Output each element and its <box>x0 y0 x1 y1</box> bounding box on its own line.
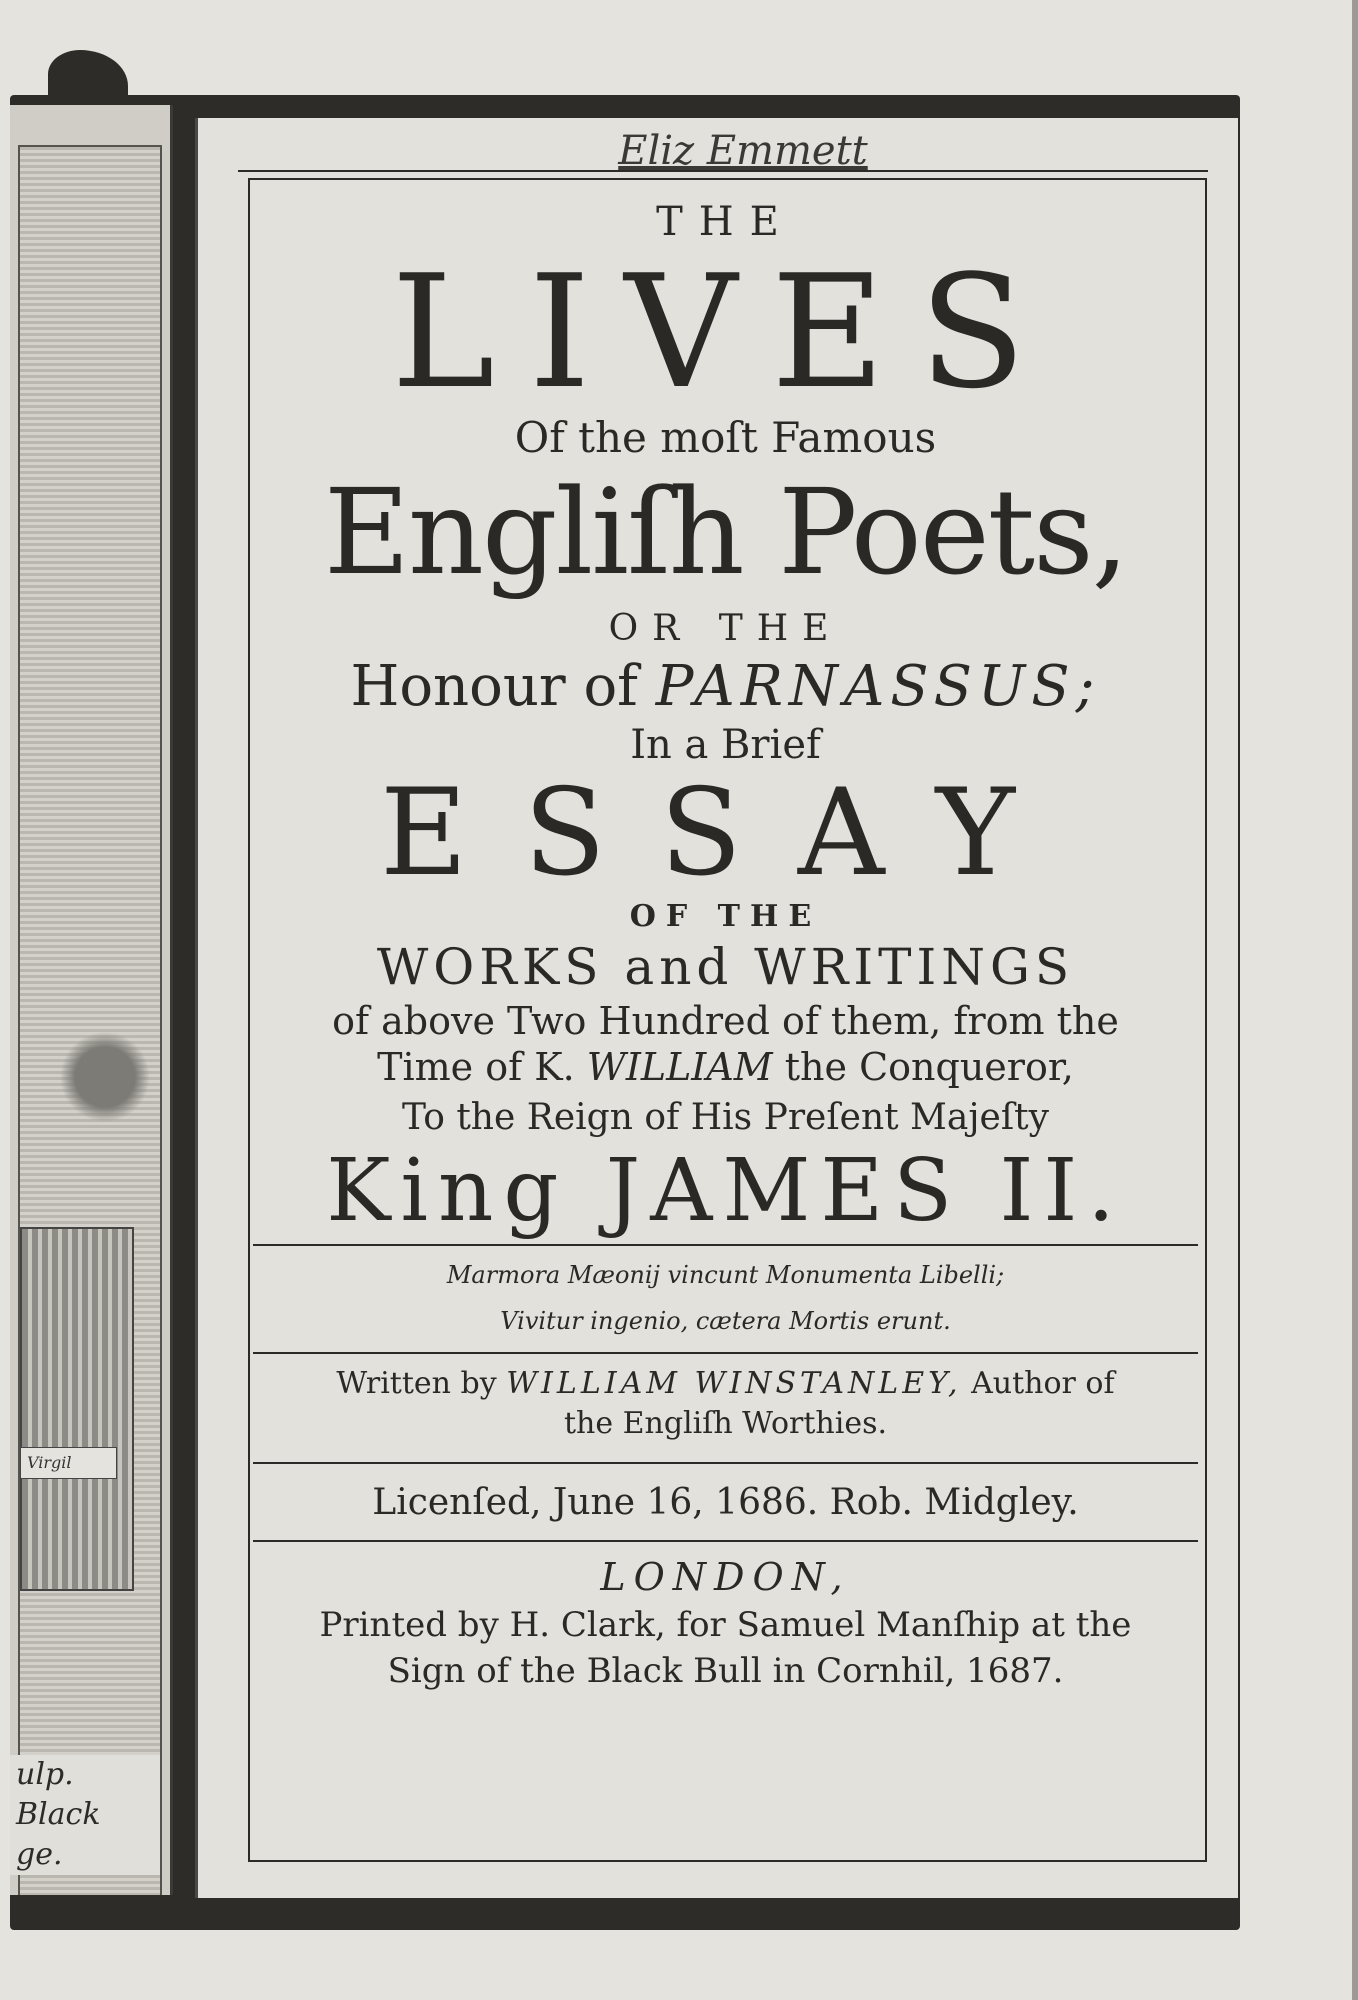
motto-line: Marmora Mæonij vincunt Monumenta Libelli; <box>446 1261 1005 1289</box>
caption-line: ulp. <box>16 1757 74 1792</box>
worthies-line: the Engliſh Worthies. <box>563 1406 888 1441</box>
time-suffix: the Conqueror, <box>772 1045 1074 1089</box>
above-line: of above Two Hundred of them, from the <box>332 999 1119 1043</box>
frontispiece-engraving <box>18 145 162 1895</box>
title-page <box>195 118 1238 1898</box>
or-the-line: OR THE <box>608 608 843 649</box>
divider <box>253 1244 1198 1246</box>
author-suffix: Author of <box>961 1366 1115 1401</box>
monument-illustration <box>20 1227 134 1591</box>
time-prefix: Time of K. <box>377 1045 587 1089</box>
tree-illustration <box>60 1017 150 1137</box>
frontispiece-caption <box>10 1755 160 1875</box>
caption-line: ge. <box>16 1837 63 1872</box>
license-line: Licenſed, June 16, 1686. Rob. Midgley. <box>372 1482 1079 1523</box>
imprint-line: Sign of the Black Bull in Cornhil, 1687. <box>387 1651 1064 1691</box>
divider <box>253 1540 1198 1542</box>
in-a-brief-line: In a Brief <box>630 722 821 768</box>
divider <box>253 1462 1198 1464</box>
owner-signature: Eliz Emmett <box>618 128 868 174</box>
frontispiece-page <box>10 105 173 1895</box>
written-by-line <box>253 1364 1198 1404</box>
essay-heading: ESSAY <box>380 764 1071 903</box>
lives-heading: LIVES <box>391 241 1060 423</box>
author-name: WILLIAM WINSTANLEY, <box>506 1366 962 1401</box>
caption-line: Black <box>16 1797 101 1832</box>
divider <box>253 1352 1198 1354</box>
reign-line: To the Reign of His Preſent Majeſty <box>402 1097 1049 1138</box>
london-line: LONDON, <box>600 1555 851 1599</box>
william-word: WILLIAM <box>586 1045 773 1089</box>
imprint-line: Printed by H. Clark, for Samuel Manſhip at the <box>319 1605 1132 1645</box>
the-heading: THE <box>656 199 795 245</box>
motto-line: Vivitur ingenio, cætera Mortis erunt. <box>500 1307 951 1335</box>
time-line <box>253 1044 1198 1090</box>
honour-prefix: Honour of <box>350 654 656 719</box>
plinth-label: Virgil <box>20 1447 117 1479</box>
honour-line <box>253 654 1198 720</box>
english-poets-heading: Engliſh Poets, <box>323 463 1128 601</box>
photo-edge <box>1352 0 1358 2000</box>
of-the-line: OF THE <box>629 899 822 934</box>
subtitle-line: Of the moſt Famous <box>514 413 937 462</box>
king-james-heading: King JAMES II. <box>326 1141 1125 1241</box>
title-text-block <box>253 188 1198 1694</box>
parnassus-word: PARNASSUS; <box>655 654 1101 719</box>
works-writings-line: WORKS and WRITINGS <box>376 938 1075 996</box>
written-by-prefix: Written by <box>336 1366 507 1401</box>
